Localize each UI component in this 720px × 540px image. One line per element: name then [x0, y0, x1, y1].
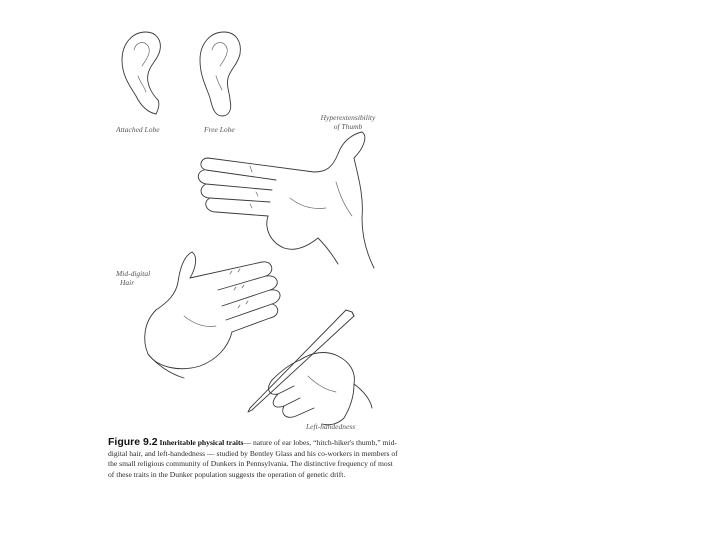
attached-lobe-label: Attached Lobe	[116, 125, 160, 134]
hyperextensible-thumb-drawing	[198, 132, 374, 268]
free-ear-lobe-drawing	[200, 32, 240, 116]
hair-label: Hair	[120, 278, 135, 287]
hyperextensibility-label: Hyperextensibility	[320, 113, 376, 122]
mid-digital-label: Mid-digital	[116, 269, 151, 278]
figure-caption-body: — nature of ear lobes, “hitch-hiker's thumb,” mid-digital hair, and left-handedness — studied by Bentley Glass and his co-workers in members of the small religious community of Dunkers in Pennsylvania. The distinctive frequency of most of these traits in the Dunker population suggests the operation of genetic drift.	[108, 438, 398, 479]
figure-illustration	[100, 20, 400, 430]
figure-caption	[108, 437, 398, 480]
mid-digital-hair-drawing	[145, 252, 280, 378]
figure-number: Figure 9.2	[108, 436, 158, 448]
left-handedness-drawing	[248, 310, 372, 425]
line-drawings	[100, 20, 400, 430]
free-lobe-label: Free Lobe	[204, 125, 235, 134]
figure-title: Inheritable physical traits	[159, 438, 244, 447]
of-thumb-label: of Thumb	[333, 122, 363, 131]
figure-9-2	[100, 20, 400, 520]
left-handedness-label: Left-handedness	[306, 422, 356, 431]
attached-ear-lobe-drawing	[122, 32, 160, 114]
